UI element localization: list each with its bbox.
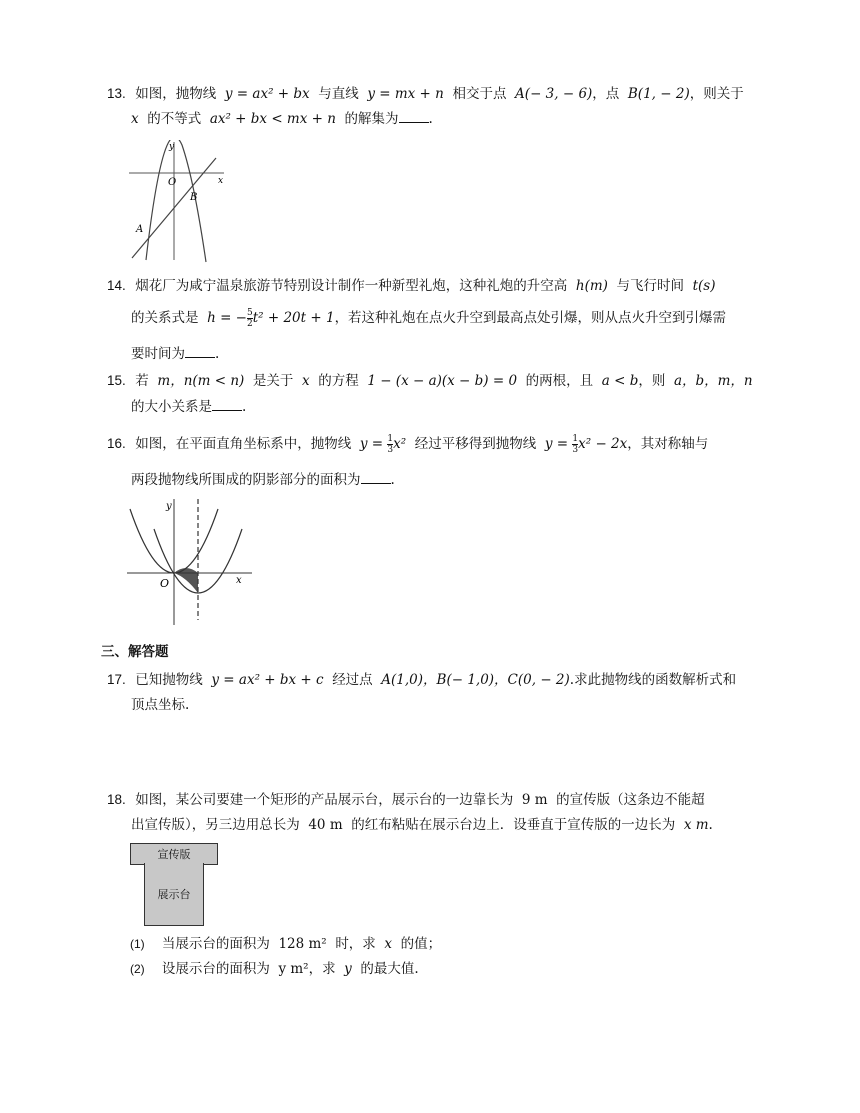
- q18-sub1-text: 当展示台的面积为: [161, 936, 270, 952]
- q13-point-b: B(1, − 2): [627, 86, 690, 102]
- q14-eq-post: t² + 20t + 1: [252, 310, 335, 326]
- q13-number: 13.: [107, 86, 126, 101]
- q18-sub2-text: 的最大值.: [360, 961, 419, 977]
- q18-sub2-number: (2): [130, 962, 145, 976]
- q15-mn: m，n(m < n): [157, 373, 245, 389]
- q16-period: .: [390, 472, 395, 488]
- q18-line1: [107, 788, 705, 808]
- q14-text: 要时间为: [131, 346, 185, 362]
- q14-t-unit: t(s): [692, 278, 716, 294]
- q13-line1: [107, 82, 744, 102]
- q18-board: 宣传版: [130, 843, 218, 865]
- q14-h-unit: h(m): [575, 278, 608, 294]
- q18-sub1-area: 128 m²: [278, 936, 327, 952]
- q16-text: 经过平移得到抛物线: [414, 436, 537, 452]
- q13-period: .: [428, 111, 433, 127]
- q16-label-o: O: [160, 577, 170, 590]
- q14-line2: [131, 306, 726, 329]
- q14-frac-num: 5: [247, 308, 253, 318]
- q15-condition: a < b: [601, 373, 639, 389]
- q18-sub1-number: (1): [130, 937, 145, 951]
- q18-sub2-text: 设展示台的面积为: [161, 961, 270, 977]
- q18-sub2-area: y m²: [278, 961, 309, 977]
- q18-sub-1: [130, 932, 441, 952]
- q16-shaded-region: [174, 568, 198, 593]
- q13-text: 的解集为: [344, 111, 399, 127]
- q18-text: 的宣传版（这条边不能超: [556, 792, 705, 808]
- q17-number: 17.: [107, 672, 126, 687]
- q14-text: ，若这种礼炮在点火升空到最高点处引爆，则从点火升空到引爆需: [334, 310, 727, 326]
- q14-number: 14.: [107, 278, 126, 293]
- q13-text: 与直线: [318, 86, 359, 102]
- q13-text: ，则关于: [689, 86, 744, 102]
- q16-eq1-post: x²: [393, 436, 407, 452]
- q13-label-a: A: [136, 224, 144, 235]
- q13-point-a: A(− 3, − 6): [515, 86, 593, 102]
- q13-parabola-eq: y = ax² + bx: [224, 86, 310, 102]
- q15-text: 的方程: [318, 373, 359, 389]
- q16-text: 两段抛物线所围成的阴影部分的面积为: [131, 472, 361, 488]
- q15-equation: 1 − (x − a)(x − b) = 0: [367, 373, 518, 389]
- answer-blank: [361, 469, 391, 484]
- q14-line1: [107, 274, 716, 294]
- q14-period: .: [215, 346, 220, 362]
- q17-text: 已知抛物线: [135, 672, 203, 688]
- q16-text: 如图，在平面直角坐标系中，抛物线: [135, 436, 352, 452]
- q15-text: 的大小关系是: [131, 399, 212, 415]
- q16-figure: [124, 495, 254, 630]
- q16-frac-num: 1: [572, 434, 579, 444]
- q18-stand: 展示台: [144, 863, 204, 926]
- q13-line2: [131, 107, 433, 127]
- q15-number: 15.: [107, 373, 126, 388]
- q15-line2: [131, 395, 246, 415]
- q16-eq2-pre: y =: [544, 436, 569, 452]
- q15-text: 若: [135, 373, 149, 389]
- q14-eq-pre: h = −: [207, 310, 247, 326]
- q14-frac-den: 2: [247, 319, 253, 329]
- q18-sub1-var: x: [384, 936, 393, 952]
- q18-sub2-var: y: [344, 961, 352, 977]
- q18-length-9m: 9 m: [521, 792, 548, 808]
- q18-number: 18.: [107, 792, 126, 807]
- q18-text: 出宣传版），另三边用总长为: [131, 817, 300, 833]
- q16-line2: [131, 468, 395, 488]
- q15-text: 是关于: [252, 373, 294, 389]
- q13-figure: [124, 140, 234, 265]
- q18-sub1-text: 时，求: [335, 936, 376, 952]
- q18-length-x: x m: [683, 817, 709, 833]
- q15-vars: a，b，m，n: [673, 373, 753, 389]
- q13-line-eq: y = mx + n: [367, 86, 444, 102]
- q18-sub2-text: ，求: [308, 961, 336, 977]
- q18-text: 如图，某公司要建一个矩形的产品展示台，展示台的一边靠长为: [135, 792, 514, 808]
- q16-line1: [107, 432, 708, 455]
- q13-inequality: ax² + bx < mx + n: [209, 111, 336, 127]
- q13-text: 的不等式: [147, 111, 202, 127]
- answer-blank: [212, 396, 242, 411]
- q16-label-y: y: [166, 501, 172, 512]
- answer-blank: [185, 343, 215, 358]
- q17-line2: [131, 693, 189, 713]
- q18-length-40m: 40 m: [308, 817, 343, 833]
- q13-var-x: x: [131, 111, 139, 127]
- q14-text: 与飞行时间: [616, 278, 685, 294]
- q18-sub1-text: 的值；: [400, 936, 442, 952]
- section-heading: 三、解答题: [101, 644, 169, 659]
- q14-text: 的关系式是: [131, 310, 199, 326]
- q13-text: 相交于点: [452, 86, 507, 102]
- q13-label-o: O: [168, 177, 177, 188]
- q15-line1: [107, 369, 753, 389]
- q18-period: .: [708, 817, 713, 833]
- q16-eq1-pre: y =: [359, 436, 384, 452]
- q17-points: A(1,0)，B(− 1,0)，C(0, − 2): [381, 672, 570, 688]
- q14-line3: [131, 342, 219, 362]
- q16-label-x: x: [236, 575, 242, 586]
- q13-label-y: y: [169, 142, 175, 152]
- q15-text: ，则: [638, 373, 666, 389]
- q15-text: 的两根，且: [525, 373, 594, 389]
- q18-sub-2: [130, 957, 419, 977]
- q17-line1: [107, 668, 736, 688]
- q13-label-b: B: [190, 192, 198, 203]
- answer-blank: [399, 108, 429, 123]
- q16-text: ，其对称轴与: [627, 436, 709, 452]
- q16-frac-den: 3: [387, 445, 394, 455]
- q17-text: .求此抛物线的函数解析式和: [569, 672, 737, 688]
- q14-text: 烟花厂为咸宁温泉旅游节特别设计制作一种新型礼炮，这种礼炮的升空高: [135, 278, 568, 294]
- q16-number: 16.: [107, 436, 126, 451]
- q13-text: 如图，抛物线: [135, 86, 217, 102]
- q17-text: 经过点: [332, 672, 373, 688]
- q18-line2: [131, 813, 713, 833]
- q16-eq2-post: x² − 2x: [578, 436, 628, 452]
- q13-text: ，点: [592, 86, 620, 102]
- q17-equation: y = ax² + bx + c: [211, 672, 324, 688]
- q15-period: .: [242, 399, 247, 415]
- q16-frac-den: 3: [572, 445, 579, 455]
- q17-text: 顶点坐标.: [131, 697, 190, 713]
- q18-text: 的红布粘贴在展示台边上．设垂直于宣传版的一边长为: [351, 817, 676, 833]
- q13-label-x: x: [218, 176, 224, 186]
- q15-var-x: x: [302, 373, 310, 389]
- q16-frac-num: 1: [387, 434, 394, 444]
